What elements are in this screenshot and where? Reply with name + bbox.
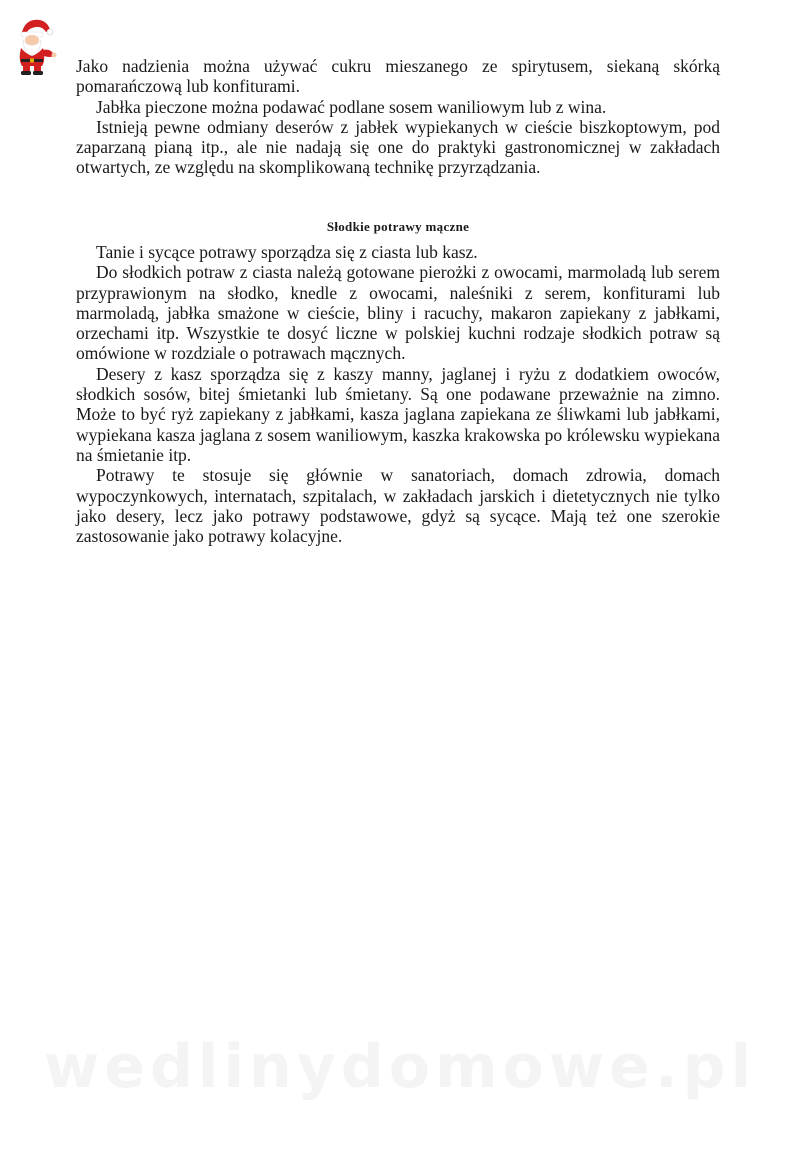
- santa-claus-icon: [12, 14, 58, 76]
- paragraph-dough-dishes: Do słodkich potraw z ciasta należą gotowane pierożki z owocami, marmoladą lub serem przyprawionym na słodko, knedle z owocami, naleśniki z serem, konfiturami lub marmoladą, jabłka smażone w cieście, bliny i racuchy, makaron zapiekany z jabłkami, orzechami itp. Wszystkie te dosyć liczne w polskiej kuchni rodzaje słodkich potraw są omówione w rozdziale o potrawach mącznych.: [76, 262, 720, 364]
- section-heading: Słodkie potrawy mączne: [326, 219, 470, 234]
- paragraph-cheap-dishes: Tanie i sycące potrawy sporządza się z ciasta lub kasz.: [96, 242, 478, 262]
- watermark: wedlinydomowe.pl: [43, 1032, 757, 1102]
- paragraph-baked-apples: Jabłka pieczone można podawać podlane sosem waniliowym lub z wina.: [96, 96, 607, 117]
- section-text-block: [76, 242, 720, 546]
- paragraph-dessert-variants: Istnieją pewne odmiany deserów z jabłek wypiekanych w cieście biszkoptowym, pod zaparzaną pianą itp., ale nie nadają się one do praktyki gastronomicznej w zakładach otwartych, ze względu na skomplikowaną technikę przyrządzania.: [76, 116, 720, 178]
- paragraph-grain-desserts: Desery z kasz sporządza się z kaszy manny, jaglanej i ryżu z dodatkiem owoców, słodkich sosów, bitej śmietanki lub śmietany. Są one podawane przeważnie na zimno. Może to być ryż zapiekany z jabłkami, kasza jaglana zapiekana ze śliwkami lub jabłkami, wypiekana kasza jaglana z sosem waniliowym, kaszka krakowska po królewsku wypiekana na śmietanie itp.: [76, 363, 720, 465]
- intro-text-block: [76, 56, 720, 178]
- paragraph-usage: Potrawy te stosuje się głównie w sanatoriach, domach zdrowia, domach wypoczynkowych, internatach, szpitalach, w zakładach jarskich i dietetycznych nie tylko jako desery, lecz jako potrawy podstawowe, gdyż są sycące. Mają też one szerokie zastosowanie jako potrawy kolacyjne.: [76, 465, 720, 547]
- paragraph-filling: Jako nadzienia można używać cukru mieszanego ze spirytusem, siekaną skórką pomarańczową lub konfiturami.: [76, 56, 720, 97]
